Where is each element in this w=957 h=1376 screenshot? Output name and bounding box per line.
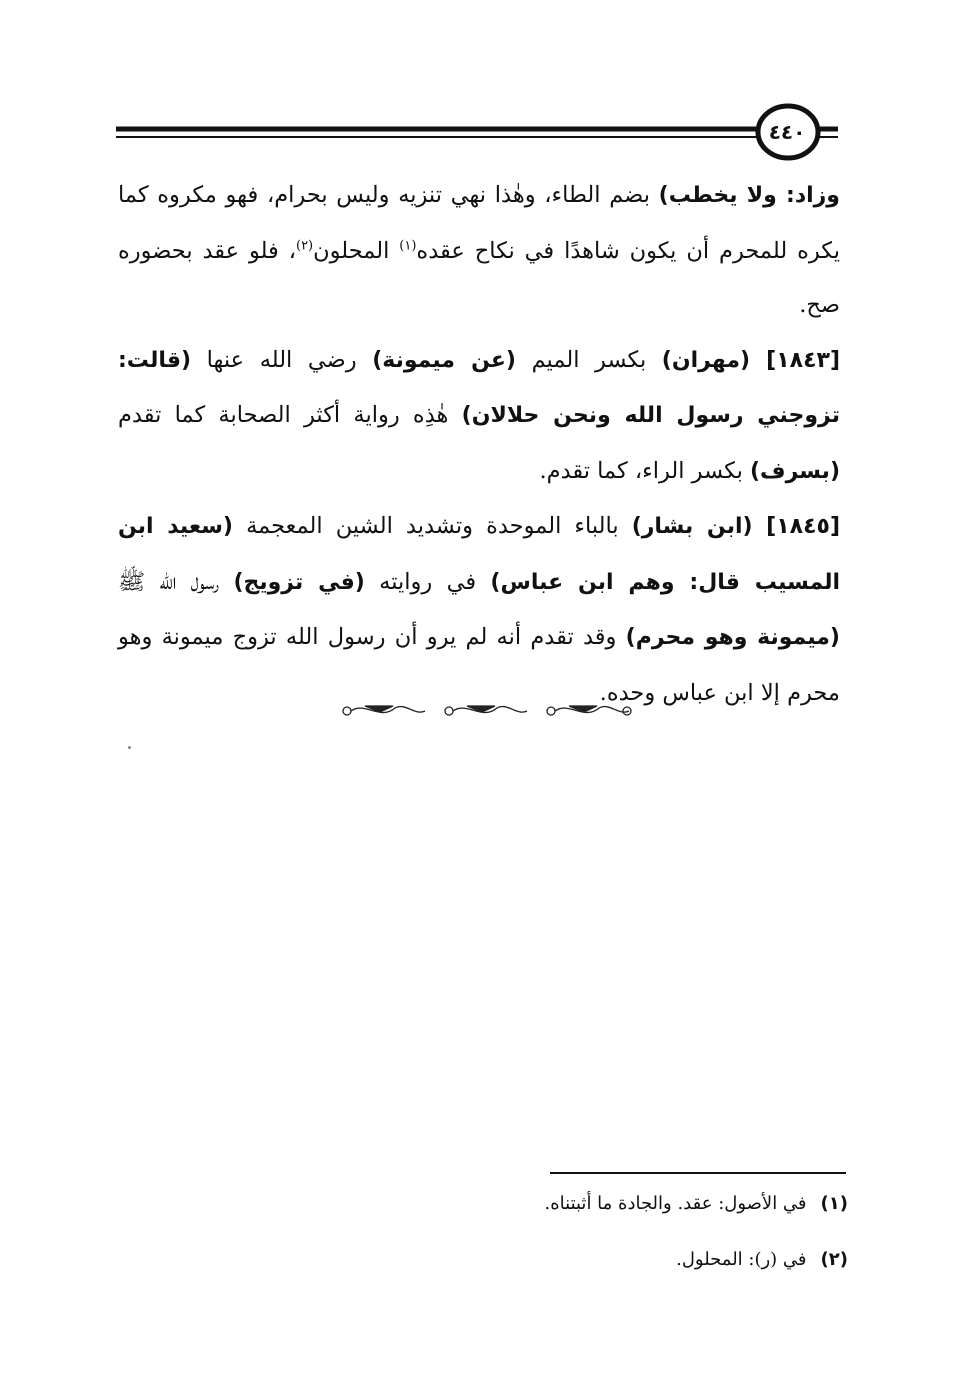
text-run: بالباء الموحدة وتشديد الشين المعجمة — [233, 513, 632, 539]
bold-phrase: (بسرف) — [750, 458, 840, 484]
text-run: المحلون — [313, 237, 400, 264]
bold-phrase: ولا يخطب) — [658, 183, 777, 208]
footnote-ref: (٢) — [295, 238, 314, 253]
footnote-number: (١) — [820, 1193, 848, 1214]
footnotes — [400, 1186, 848, 1298]
footnote-rule — [550, 1172, 846, 1174]
text-run: بكسر الراء، كما تقدم. — [539, 457, 750, 484]
bold-phrase: (ميمونة وهو محرم) — [625, 625, 840, 650]
text-run: بكسر الميم — [515, 346, 662, 373]
footnote-text: في الأصول: عقد. والجادة ما أثبتناه. — [544, 1193, 807, 1214]
footnote-text: في (ر): المحلول. — [676, 1249, 807, 1270]
page-header — [0, 0, 957, 170]
bold-phrase: (سعيد ابن المسيب قال: وهم ابن عباس) — [118, 514, 841, 595]
text-run: رضي الله عنها — [191, 346, 373, 373]
ornament-divider — [335, 696, 635, 726]
bold-phrase: (ابن بشار) — [631, 514, 753, 539]
paragraph-3 — [118, 499, 840, 720]
bold-phrase: وزاد: — [776, 183, 840, 208]
paragraph-2 — [118, 333, 840, 500]
text-run: وقد تقدم أنه لم يرو أن رسول الله تزوج ميمونة وهو محرم إلا ابن عباس وحده. — [118, 624, 840, 706]
text-run: بضم الطاء، وهٰذا نهي تنزيه وليس بحرام، فهو مكروه كما يكره للمحرم أن يكون شاهدًا في نكاح عقده — [118, 182, 840, 264]
bold-phrase: (في تزويج) — [233, 569, 365, 595]
footnote-ref: (١) — [399, 238, 417, 253]
bold-phrase: (مهران) — [661, 347, 751, 373]
bold-phrase: [١٨٤٥] — [752, 514, 840, 539]
scan-speck — [128, 746, 131, 749]
text-run: هٰذِه رواية أكثر الصحابة كما تقدم — [118, 402, 462, 428]
page-number: ٤٤٠ — [768, 120, 806, 144]
text-run: في روايته — [364, 568, 491, 595]
bold-phrase: (قالت: تزوجني رسول الله ونحن حلالان) — [118, 347, 840, 428]
main-text — [118, 168, 840, 720]
footnote-1 — [400, 1186, 848, 1242]
footnote-2 — [400, 1242, 848, 1298]
footnote-number: (٢) — [820, 1249, 848, 1270]
bold-phrase: [١٨٤٣] — [750, 347, 840, 373]
text-run: ، فلو عقد بحضوره صح. — [118, 237, 840, 318]
text-run: رسول الله ﷺ — [118, 568, 234, 595]
bold-phrase: (عن ميمونة) — [372, 347, 516, 373]
paragraph-1 — [118, 168, 840, 333]
